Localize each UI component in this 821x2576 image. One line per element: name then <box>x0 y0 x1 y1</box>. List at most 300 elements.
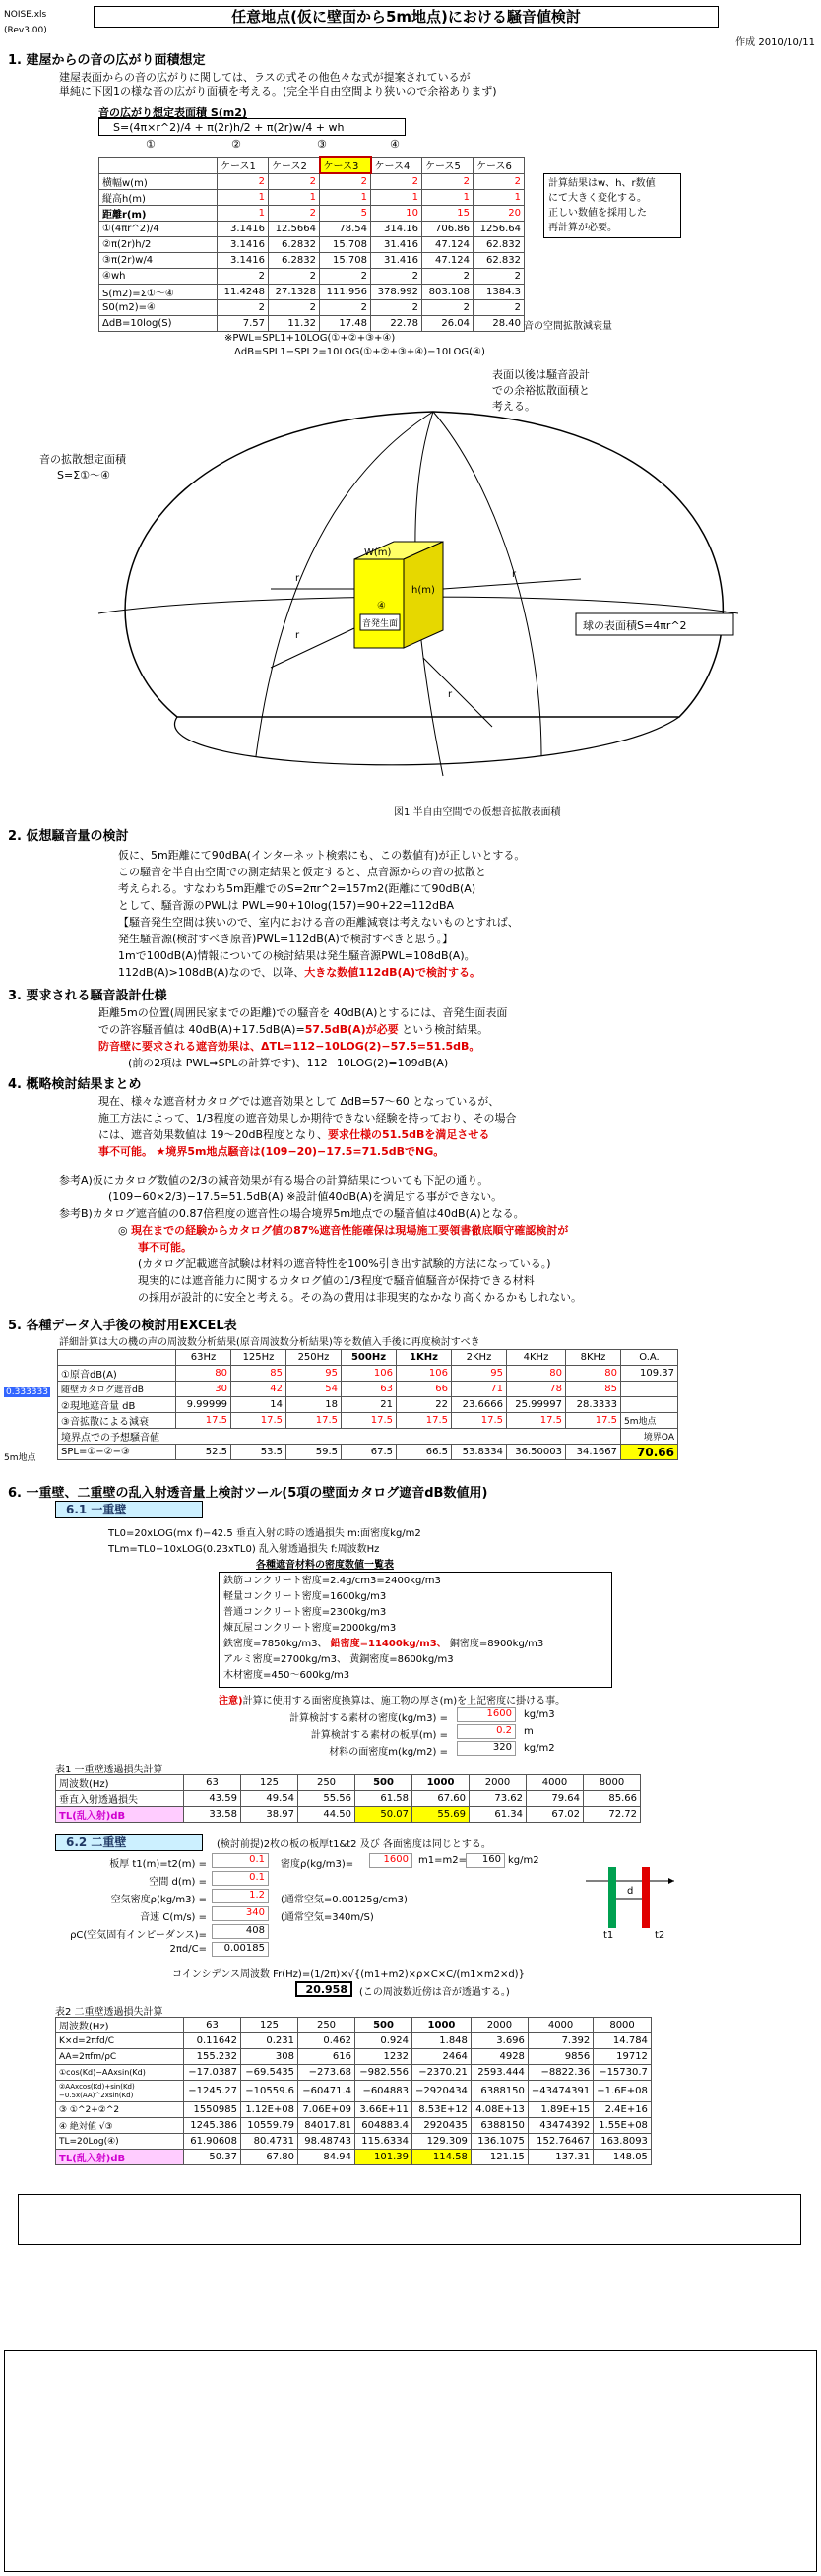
t1-header: 63 <box>184 1775 241 1791</box>
note-line: 計算結果はw、h、r数値 <box>548 178 656 189</box>
s4-line: 現在、様々な遮音材カタログでは遮音効果として ΔdB=57〜60 となっているが、 <box>98 1095 500 1108</box>
cell[interactable]: 17.5 <box>452 1413 507 1429</box>
cell: 31.416 <box>371 252 422 268</box>
coincidence-value: 20.958 <box>295 1981 352 1997</box>
s4-p4-mark: ◎ <box>118 1224 128 1237</box>
cell: 2 <box>269 268 320 284</box>
density-line: 普通コンクリート密度=2300kg/m3 <box>223 1607 387 1618</box>
single-wall-header: 6.1 一重壁 <box>55 1501 203 1518</box>
surface-density-label: 材料の面密度m(kg/m2) = <box>329 1747 448 1758</box>
table-row <box>99 315 525 331</box>
cell: 2 <box>371 299 422 315</box>
cell: −8822.36 <box>528 2065 593 2081</box>
sound-speed-note: (通常空気=340m/S) <box>281 1912 374 1923</box>
cell[interactable]: 2 <box>474 173 525 189</box>
s3-line-4: (前の2項は PWL⇒SPLの計算です)、112−10LOG(2)=109dB(A) <box>128 1057 449 1069</box>
cell: −1245.27 <box>184 2081 241 2102</box>
cell: 2 <box>371 268 422 284</box>
note-line: 再計算が必要。 <box>548 223 617 233</box>
section-1-heading: 1. 建屋からの音の広がり面積想定 <box>8 53 206 68</box>
cell: 44.50 <box>298 1807 355 1823</box>
cell[interactable]: 17.5 <box>286 1413 342 1429</box>
cell: −60471.4 <box>298 2081 355 2102</box>
table-row <box>56 2102 652 2118</box>
cell[interactable]: 80 <box>566 1366 621 1382</box>
cell: 61.58 <box>355 1791 412 1807</box>
r-label-2: r <box>295 630 300 641</box>
table1-caption: 表1 一重壁透過損失計算 <box>55 1765 163 1775</box>
density-line: 木材密度=450〜600kg/m3 <box>223 1670 350 1681</box>
cell: 62.832 <box>474 252 525 268</box>
cell: 7.392 <box>528 2033 593 2049</box>
thickness-unit: m <box>524 1726 534 1737</box>
cell: 9.99999 <box>176 1397 231 1413</box>
cell: 52.5 <box>176 1445 231 1460</box>
excel-header: O.A. <box>621 1350 678 1366</box>
cell[interactable]: 80 <box>507 1366 566 1382</box>
face-4-label: ④ <box>377 601 386 612</box>
oa-result: 70.66 <box>621 1445 678 1460</box>
s4-l3a: には、遮音効果数値は 19〜20dB程度となり、 <box>98 1128 329 1141</box>
cell: 62.832 <box>474 236 525 252</box>
table-row <box>56 2049 652 2065</box>
cell: 67.80 <box>241 2150 298 2165</box>
s2-line-8 <box>118 964 480 980</box>
cell[interactable]: 106 <box>342 1366 397 1382</box>
t2-header: 125 <box>241 2018 298 2033</box>
cell: 2 <box>474 268 525 284</box>
s2-line: 発生騒音源(検討すべき原音)PWL=112dB(A)で検討すべきと思う。】 <box>118 933 454 945</box>
cell: 14.784 <box>594 2033 652 2049</box>
m1m2-value: 160 <box>466 1853 505 1868</box>
case-header-empty <box>99 157 218 173</box>
excel-header: 8KHz <box>566 1350 621 1366</box>
cell: 55.56 <box>298 1791 355 1807</box>
cell: 121.15 <box>471 2150 528 2165</box>
cell: −15730.7 <box>594 2065 652 2081</box>
double-wall-premise: (検討前提)2枚の板の板厚t1&t2 及び 各面密度は同じとする。 <box>217 1839 491 1850</box>
cell: 66.5 <box>397 1445 452 1460</box>
s3-line-1: 距離5mの位置(周囲民家までの距離)での騒音を 40dB(A)とするには、音発生面表面 <box>98 1006 508 1019</box>
cell: 0.11642 <box>184 2033 241 2049</box>
cell: 47.124 <box>422 252 474 268</box>
section-5-heading: 5. 各種データ入手後の検討用EXCEL表 <box>8 1319 237 1333</box>
cell: 22.78 <box>371 315 422 331</box>
s2-line: 1mで100dB(A)情報についての検討結果は発生騒音源PWL=108dB(A)。 <box>118 949 475 962</box>
r-label-1: r <box>295 573 300 584</box>
cell: 境界OA <box>621 1429 678 1445</box>
table-row <box>56 2081 652 2102</box>
case-header-selected: ケース3 <box>320 157 371 173</box>
cell: 53.5 <box>231 1445 286 1460</box>
cell[interactable]: 1 <box>474 189 525 205</box>
s1-line-2: 単純に下図1の様な音の広がり面積を考える。(完全半自由空間より狭いので余裕ありまず) <box>59 85 497 97</box>
s4-line: 施工方法によって、1/3程度の遮音効果しか期待できない経験を持っており、その場合 <box>98 1112 517 1125</box>
cell[interactable]: 80 <box>176 1366 231 1382</box>
density-line: アルミ密度=2700kg/m3、 黄銅密度=8600kg/m3 <box>223 1654 454 1665</box>
row-label: 境界点での予想騒音値 <box>58 1429 176 1445</box>
d5b: 鉛密度=11400kg/m3、 <box>330 1639 447 1649</box>
cell: 616 <box>298 2049 355 2065</box>
cell: 604883.4 <box>355 2118 412 2134</box>
cell: 78.54 <box>320 221 371 236</box>
cell: 111.956 <box>320 284 371 299</box>
excel-header: 4KHz <box>507 1350 566 1366</box>
row-label: 随壁カタログ遮音dB <box>58 1382 176 1397</box>
dome-meridian-3 <box>433 412 541 756</box>
s4-l4a: 事不可能。 <box>98 1145 153 1158</box>
pwl-formula: ※PWL=SPL1+10LOG(①+②+③+④) <box>224 333 396 344</box>
table-row <box>56 2033 652 2049</box>
cell: 14 <box>231 1397 286 1413</box>
cell: 22 <box>397 1397 452 1413</box>
cell[interactable]: 1 <box>371 189 422 205</box>
t1-header: 2000 <box>470 1775 527 1791</box>
cell: −69.5435 <box>241 2065 298 2081</box>
cell: 50.07 <box>355 1807 412 1823</box>
dome-base <box>174 717 679 765</box>
air-density-note: (通常空気=0.00125g/cm3) <box>281 1895 408 1905</box>
cell: 129.309 <box>412 2134 472 2150</box>
fig-right-1: 表面以後は騒音設計 <box>492 368 590 381</box>
table-row <box>58 1413 678 1429</box>
cell[interactable]: 2 <box>218 173 269 189</box>
cell[interactable]: 2 <box>269 173 320 189</box>
cell <box>621 1397 678 1413</box>
surface-density-value: 320 <box>457 1741 516 1756</box>
s2-line: 【騒音発生空間は狭いので、室内における音の距離減衰は考えないものとすれば、 <box>118 916 519 929</box>
s4-ref-mark <box>118 1222 568 1238</box>
cell: 0.231 <box>241 2033 298 2049</box>
t1-label: t1 <box>603 1930 614 1941</box>
cell: 36.50003 <box>507 1445 566 1460</box>
cell: 79.64 <box>527 1791 584 1807</box>
cell: 2920435 <box>412 2118 472 2134</box>
ratio-cell: 0.333333 <box>6 1387 48 1397</box>
cell: 67.60 <box>412 1791 470 1807</box>
t1-header: 125 <box>241 1775 298 1791</box>
note-line: 正しい数値を採用した <box>548 208 647 219</box>
cell: 2.4E+16 <box>594 2102 652 2118</box>
sound-speed-label: 音速 C(m/s) = <box>140 1912 207 1923</box>
row-label: ④wh <box>99 268 218 284</box>
row-label: 縦高h(m) <box>99 189 218 205</box>
cell: 2 <box>320 268 371 284</box>
conclusion-line <box>11 2354 810 2370</box>
cell: 17.48 <box>320 315 371 331</box>
s2-l8a: 112dB(A)>108dB(A)なので、以降、 <box>118 966 305 979</box>
sound-speed-input[interactable]: 340 <box>212 1906 269 1921</box>
cell[interactable]: 106 <box>397 1366 452 1382</box>
row-label: 垂直入射透過損失 <box>56 1791 184 1807</box>
table-row <box>58 1366 678 1382</box>
circ-3: ③ <box>317 138 327 151</box>
cell[interactable]: 85 <box>231 1366 286 1382</box>
s4-ref: 参考B)カタログ遮音値の0.87倍程度の遮音性の場合境界5m地点での騒音値は40dB(A)となる。 <box>59 1207 525 1220</box>
fig-right-3: 考える。 <box>492 400 536 413</box>
cell: 8.53E+12 <box>412 2102 472 2118</box>
cell: 7.57 <box>218 315 269 331</box>
board-thickness-input[interactable]: 0.1 <box>212 1853 269 1868</box>
row-label: ②AAxcos(Kd)+sin(Kd)−0.5x(AA)^2xsin(Kd) <box>56 2081 184 2102</box>
cell: 115.6334 <box>355 2134 412 2150</box>
cell: 706.86 <box>422 221 474 236</box>
s3-l2c: という検討結果。 <box>402 1023 489 1036</box>
cell[interactable]: 5 <box>320 205 371 221</box>
table-row <box>99 268 525 284</box>
cell: 61.34 <box>470 1807 527 1823</box>
cell: 2 <box>218 268 269 284</box>
cell: 26.04 <box>422 315 474 331</box>
t2-header: 周波数(Hz) <box>56 2018 184 2033</box>
cell: 109.37 <box>621 1366 678 1382</box>
m1m2-label: m1=m2= <box>418 1855 467 1866</box>
double-wall-header: 6.2 二重壁 <box>55 1834 203 1851</box>
cell: 3.1416 <box>218 236 269 252</box>
s4-ref: の採用が設計的に安全と考える。その為の費用は非現実的なかなり高くかるかもしれない。 <box>138 1291 582 1304</box>
author-date: 作成 2010/10/11 <box>735 37 815 48</box>
table-row <box>56 2150 652 2165</box>
cell: 314.16 <box>371 221 422 236</box>
s3-l2a: での許容騒音値は 40dB(A)+17.5dB(A)= <box>98 1023 305 1036</box>
surface-density-unit: kg/m2 <box>524 1743 555 1754</box>
s3-line-3: 防音壁に要求される遮音効果は、ΔTL=112−10LOG(2)−57.5=51.5dB。 <box>98 1040 480 1053</box>
cell[interactable]: 10 <box>371 205 422 221</box>
excel-table <box>57 1349 678 1460</box>
formula-box <box>98 118 406 136</box>
row-label: ①原音dB(A) <box>58 1366 176 1382</box>
case-note-box <box>543 173 681 238</box>
cell[interactable]: 85 <box>566 1382 621 1397</box>
cell <box>621 1382 678 1397</box>
s4-line-4 <box>98 1143 444 1159</box>
coincidence-note: (この周波数近傍は音が透過する。) <box>359 1987 510 1998</box>
cell[interactable]: 95 <box>452 1366 507 1382</box>
row-label: AA=2πfm/ρC <box>56 2049 184 2065</box>
cell[interactable]: 17.5 <box>566 1413 621 1429</box>
row-label: TL(乱入射)dB <box>56 2150 184 2165</box>
cell: 49.54 <box>241 1791 298 1807</box>
m1m2-unit: kg/m2 <box>508 1855 539 1866</box>
cell: 2593.444 <box>471 2065 528 2081</box>
conclusion-box <box>4 2350 817 2572</box>
w-label: W(m) <box>364 547 392 558</box>
row-label: ④ 絶対値 √③ <box>56 2118 184 2134</box>
t1-header: 500 <box>355 1775 412 1791</box>
air-density-label: 空気密度ρ(kg/m3) = <box>110 1895 207 1905</box>
thickness-warning <box>219 1692 565 1707</box>
figure-caption: 図1 半自由空間での仮想音拡散表面積 <box>394 807 561 818</box>
cell: 43.59 <box>184 1791 241 1807</box>
circ-1: ① <box>146 138 156 151</box>
table-row <box>58 1445 678 1460</box>
cell: −10559.6 <box>241 2081 298 2102</box>
wall-t1 <box>608 1867 616 1928</box>
excel-header: 2KHz <box>452 1350 507 1366</box>
excel-header: 63Hz <box>176 1350 231 1366</box>
cell[interactable]: 1 <box>218 205 269 221</box>
density-input[interactable]: 1600 <box>457 1707 516 1722</box>
thickness-input[interactable]: 0.2 <box>457 1724 516 1739</box>
cell: 1550985 <box>184 2102 241 2118</box>
2pidc-value: 0.00185 <box>212 1942 269 1957</box>
cell: 9856 <box>528 2049 593 2065</box>
case-header: ケース6 <box>474 157 525 173</box>
s4-p4: 現在までの経験からカタログ値の87%遮音性能確保は現場施工要領書徹底順守確認検討が <box>131 1224 569 1237</box>
section-6-heading: 6. 一重壁、二重壁の乱入射透音量上検討ツール(5項の壁面カタログ遮音dB数値用) <box>8 1486 488 1501</box>
cell: 1245.386 <box>184 2118 241 2134</box>
cell: 163.8093 <box>594 2134 652 2150</box>
row-label: K×d=2πfd/C <box>56 2033 184 2049</box>
cell: 3.1416 <box>218 252 269 268</box>
cell: 33.58 <box>184 1807 241 1823</box>
cell[interactable]: 17.5 <box>231 1413 286 1429</box>
revision: (Rev3.00) <box>4 26 47 35</box>
cell[interactable]: 1 <box>218 189 269 205</box>
cell[interactable]: 15 <box>422 205 474 221</box>
cell: 27.1328 <box>269 284 320 299</box>
cell: 18 <box>286 1397 342 1413</box>
row-label: ①cos(Kd)−AAxsin(Kd) <box>56 2065 184 2081</box>
cell: −43474391 <box>528 2081 593 2102</box>
thickness-input-label: 計算検討する素材の板厚(m) = <box>310 1730 448 1741</box>
wall-t2 <box>642 1867 650 1928</box>
cell: −604883 <box>355 2081 412 2102</box>
cell: 2 <box>422 268 474 284</box>
cell: −1.6E+08 <box>594 2081 652 2102</box>
case-header: ケース1 <box>218 157 269 173</box>
cell[interactable]: 2 <box>371 173 422 189</box>
s2-line: 考えられる。すなわち5m距離でのS=2πr^2=157m2(距離にて90dB(A) <box>118 882 476 895</box>
source-label: 音発生面 <box>362 619 399 629</box>
cell[interactable]: 63 <box>342 1382 397 1397</box>
s4-l4b: ★境界5m地点騒音は(109−20)−17.5=71.5dBでNG。 <box>156 1145 445 1158</box>
fig-left-1: 音の拡散想定面積 <box>39 453 126 466</box>
t2-header: 4000 <box>528 2018 593 2033</box>
cell: 1384.3 <box>474 284 525 299</box>
cell: 155.232 <box>184 2049 241 2065</box>
double-wall-table <box>55 2017 652 2165</box>
board-thickness-label: 板厚 t1(m)=t2(m) = <box>109 1859 207 1870</box>
table-row <box>56 1807 641 1823</box>
cell[interactable]: 2 <box>269 205 320 221</box>
cell: 84.94 <box>298 2150 355 2165</box>
cell[interactable]: 17.5 <box>176 1413 231 1429</box>
table-row <box>99 189 525 205</box>
cell[interactable]: 66 <box>397 1382 452 1397</box>
impedance-label: ρC(空気固有インピーダンス)= <box>70 1930 207 1941</box>
section-4-heading: 4. 概略検討結果まとめ <box>8 1077 142 1092</box>
tl0-formula: TL0=20xLOG(mx f)−42.5 垂直入射の時の透過損失 m:面密度kg/m2 <box>108 1528 421 1539</box>
table-row <box>56 2118 652 2134</box>
delta-formula: ΔdB=SPL1−SPL2=10LOG(①+②+③+④)−10LOG(④) <box>234 347 485 357</box>
board-density-input[interactable]: 1600 <box>369 1853 412 1868</box>
s4-ref: (109−60×2/3)−17.5=51.5dB(A) ※設計値40dB(A)を満足する事ができない。 <box>108 1191 503 1203</box>
table-row <box>58 1429 678 1445</box>
row-label: 横幅w(m) <box>99 173 218 189</box>
cell: 31.416 <box>371 236 422 252</box>
cell: 19712 <box>594 2049 652 2065</box>
cell[interactable]: 1 <box>269 189 320 205</box>
density-line: 軽量コンクリート密度=1600kg/m3 <box>223 1591 387 1602</box>
gap-input[interactable]: 0.1 <box>212 1871 269 1886</box>
gap-label: 空間 d(m) = <box>149 1877 207 1888</box>
s5-note: 詳細計算は大の機の声の周波数分析結果(原音周波数分析結果)等を数値入手後に再度検討すべき <box>59 1337 480 1348</box>
note-line: にて大きく変化する。 <box>548 193 647 204</box>
cell[interactable]: 17.5 <box>507 1413 566 1429</box>
cell[interactable]: 20 <box>474 205 525 221</box>
table-row <box>56 2065 652 2081</box>
s2-line: として、騒音源のPWLは PWL=90+10log(157)=90+22=112dBA <box>118 899 455 912</box>
cell: 6388150 <box>471 2081 528 2102</box>
cell: 6.2832 <box>269 236 320 252</box>
cell: 38.97 <box>241 1807 298 1823</box>
s3-l2b: 57.5dB(A)が必要 <box>304 1023 399 1036</box>
cell: 4928 <box>471 2049 528 2065</box>
cell: 67.02 <box>527 1807 584 1823</box>
cell: 1.12E+08 <box>241 2102 298 2118</box>
cell[interactable]: 95 <box>286 1366 342 1382</box>
cell[interactable]: 78 <box>507 1382 566 1397</box>
case-header: ケース5 <box>422 157 474 173</box>
r-line-2 <box>271 628 354 668</box>
s1-line-1: 建屋表面からの音の広がりに関しては、ラスの式その他色々な式が提案されているが <box>59 71 471 84</box>
t2-header: 63 <box>184 2018 241 2033</box>
t2-header: 8000 <box>594 2018 652 2033</box>
cell: 11.4248 <box>218 284 269 299</box>
cell: 803.108 <box>422 284 474 299</box>
cell[interactable]: 54 <box>286 1382 342 1397</box>
cell[interactable]: 2 <box>422 173 474 189</box>
cell[interactable]: 30 <box>176 1382 231 1397</box>
cell[interactable]: 1 <box>422 189 474 205</box>
cell[interactable]: 17.5 <box>397 1413 452 1429</box>
cell[interactable]: 71 <box>452 1382 507 1397</box>
air-density-input[interactable]: 1.2 <box>212 1889 269 1903</box>
cell: 80.4731 <box>241 2134 298 2150</box>
cell: −982.556 <box>355 2065 412 2081</box>
cell[interactable]: 2 <box>320 173 371 189</box>
r-line-3 <box>443 579 581 589</box>
cell: 1.55E+08 <box>594 2118 652 2134</box>
table-row <box>99 252 525 268</box>
cell: 12.5664 <box>269 221 320 236</box>
density-unit: kg/m3 <box>524 1709 555 1720</box>
cell: 114.58 <box>412 2150 472 2165</box>
s4-ref: (カタログ記載遮音試験は材料の遮音特性を100%引き出す試験的方法になっている。) <box>138 1257 551 1270</box>
t2-header: 1000 <box>412 2018 472 2033</box>
cell[interactable]: 1 <box>320 189 371 205</box>
file-name: NOISE.xls <box>4 10 47 20</box>
d5c: 銅密度=8900kg/m3 <box>449 1639 544 1649</box>
row-label: ③ ①^2+②^2 <box>56 2102 184 2118</box>
table-row <box>58 1382 678 1397</box>
cell: 59.5 <box>286 1445 342 1460</box>
tl-formula-box <box>18 2194 801 2245</box>
row-label: ΔdB=10log(S) <box>99 315 218 331</box>
cell: 67.5 <box>342 1445 397 1460</box>
cell: 3.66E+11 <box>355 2102 412 2118</box>
cell: −2370.21 <box>412 2065 472 2081</box>
cell[interactable]: 42 <box>231 1382 286 1397</box>
cell: 378.992 <box>371 284 422 299</box>
excel-header: 250Hz <box>286 1350 342 1366</box>
cell[interactable]: 17.5 <box>342 1413 397 1429</box>
cell: −273.68 <box>298 2065 355 2081</box>
row-label: ①(4πr^2)/4 <box>99 221 218 236</box>
case-header: ケース2 <box>269 157 320 173</box>
t1-header: 周波数(Hz) <box>56 1775 184 1791</box>
